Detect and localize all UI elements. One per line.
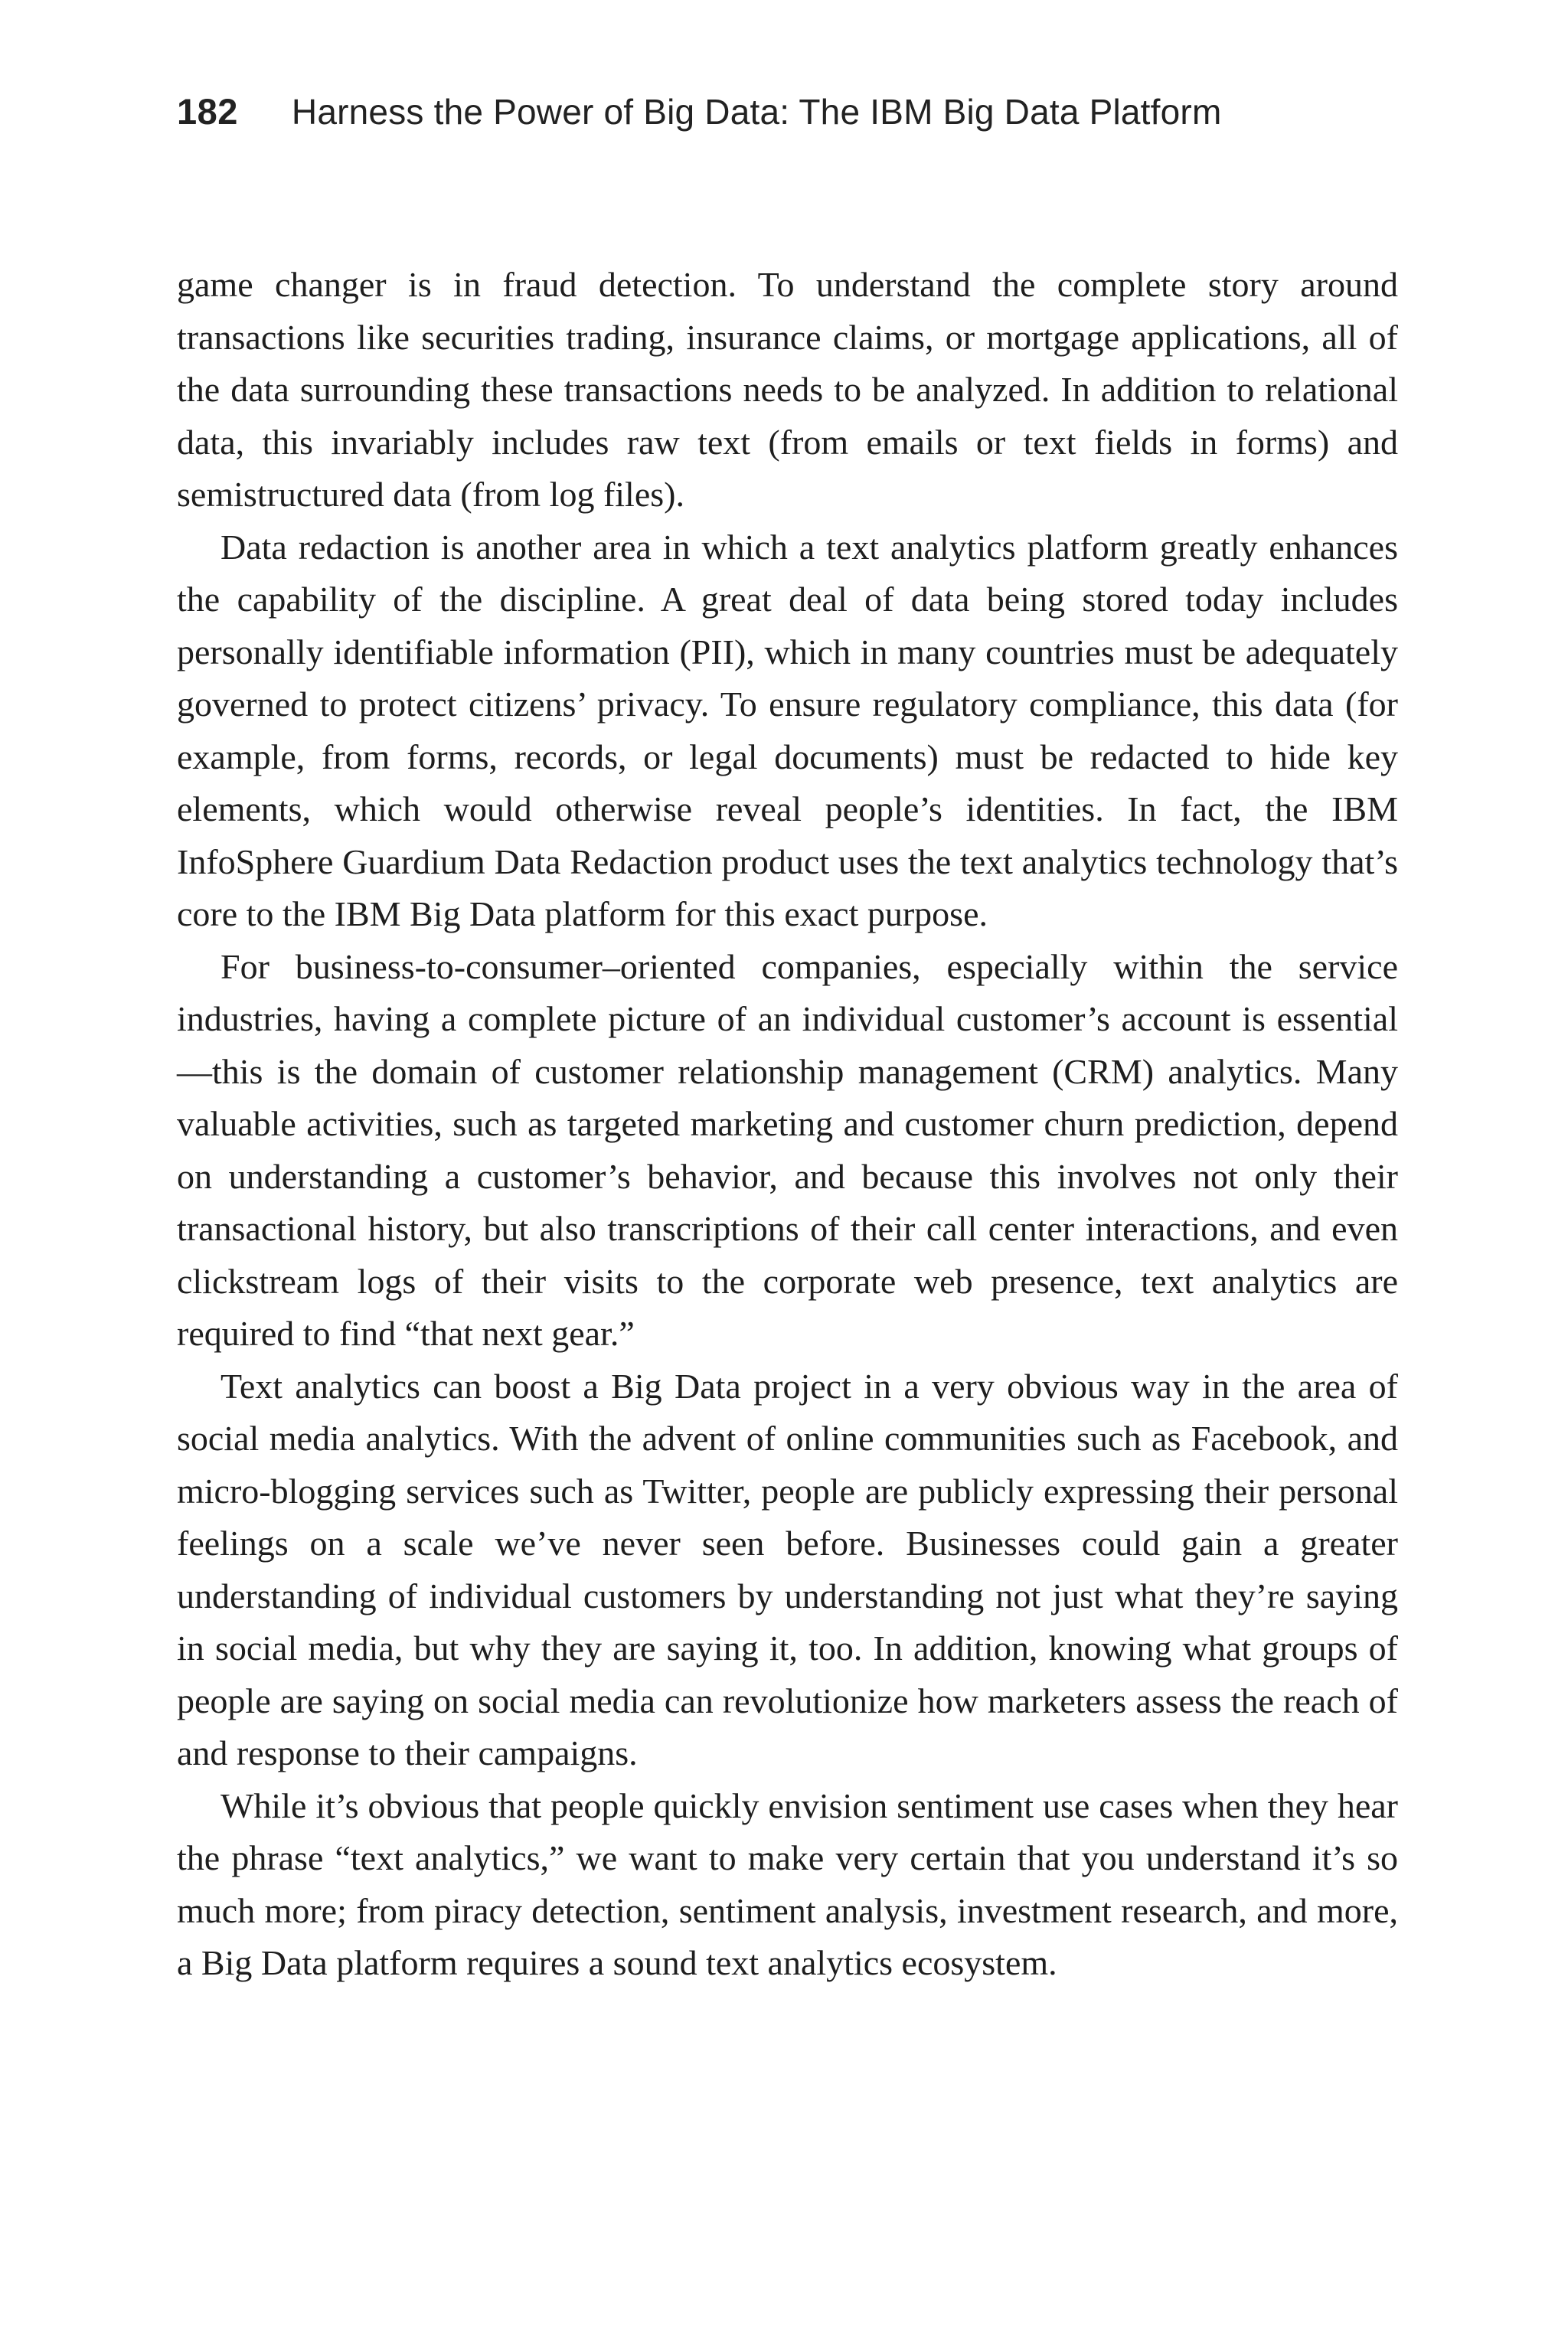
paragraph-fraud-detection: game changer is in fraud detection. To understand the complete story around transactions like securities trading, insurance claims, or mortgage applications, all of the data surrounding these transactions needs to be analyzed. In addition to relational data, this invariably includes raw text (from emails or text fields in forms) and semistructured data (from log files). (177, 265, 1398, 514)
paragraph-data-redaction: Data redaction is another area in which a text analytics platform greatly enhances the capability of the discipline. A great deal of data being stored today includes personally identifiable information (PII), which in many countries must be adequately governed to protect citizens’ privacy. To ensure regulatory compliance, this data (for example, from forms, records, or legal documents) must be redacted to hide key elements, which would otherwise reveal people’s identities. In fact, the IBM InfoSphere Guardium Data Redaction product uses the text analytics technology that’s core to the IBM Big Data platform for this exact purpose. (177, 527, 1398, 933)
paragraph-social-media: Text analytics can boost a Big Data project in a very obvious way in the area of social media analytics. With the advent of online communities such as Facebook, and micro-blogging services such as Twitter, people are publicly expressing their personal feelings on a scale we’ve never seen before. Businesses could gain a greater understanding of individual customers by understanding not just what they’re saying in social media, but why they are saying it, too. In addition, knowing what groups of people are saying on social media can revolutionize how marketers assess the reach of and response to their campaigns. (177, 1366, 1398, 1772)
body-text (177, 259, 1398, 1990)
page-number: 182 (177, 91, 238, 132)
running-title: Harness the Power of Big Data: The IBM Big Data Platform (291, 92, 1222, 132)
paragraph-sentiment: While it’s obvious that people quickly envision sentiment use cases when they hear the phrase “text analytics,” we want to make very certain that you understand it’s so much more; from piracy detection, sentiment analysis, investment research, and more, a Big Data platform requires a sound text analytics ecosystem. (177, 1785, 1398, 1982)
running-header (177, 90, 1417, 159)
paragraph-crm-analytics: For business-to-consumer–oriented companies, especially within the service industries, having a complete picture of an individual customer’s account is essential—this is the domain of customer relationship management (CRM) analytics. Many valuable activities, such as targeted marketing and customer churn prediction, depend on understanding a customer’s behavior, and because this involves not only their transactional history, but also transcriptions of their call center interactions, and even clickstream logs of their visits to the corporate web presence, text analytics are required to find “that next gear.” (177, 946, 1398, 1353)
